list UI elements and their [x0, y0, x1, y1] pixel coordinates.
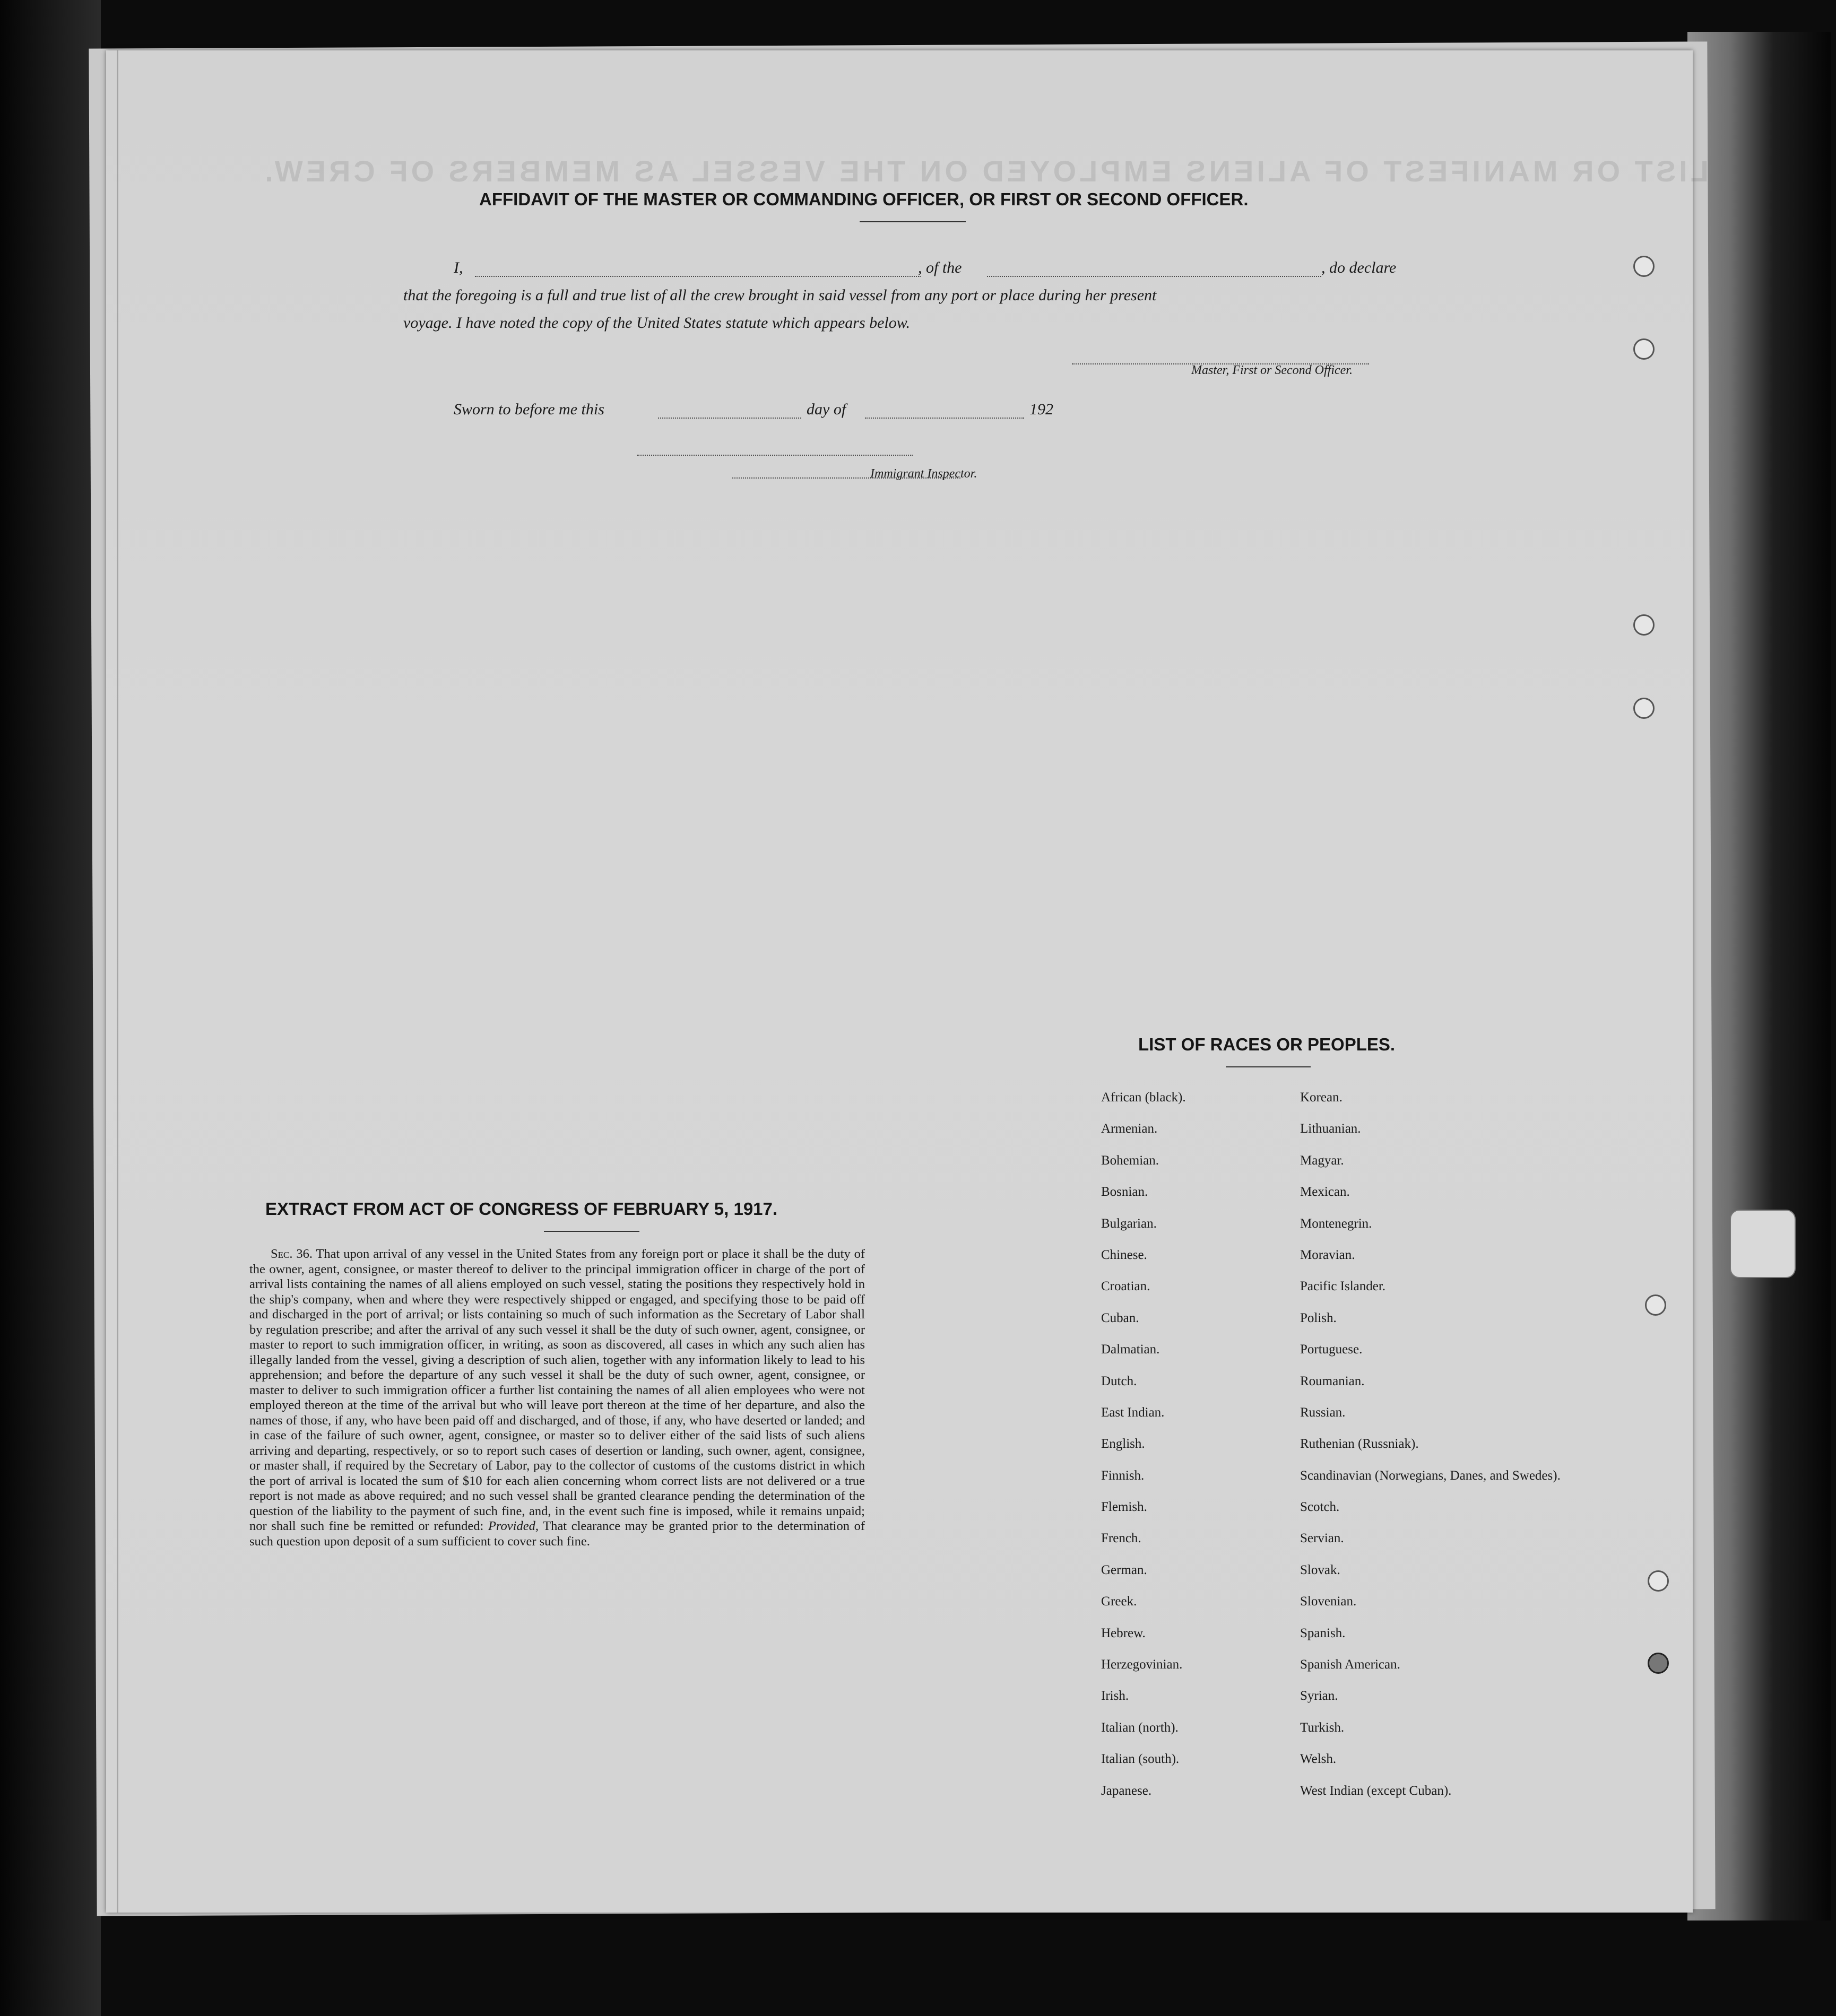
sworn-month-field[interactable]	[865, 418, 1024, 419]
race-item: German.	[1101, 1562, 1147, 1577]
officer-signature-label: Master, First or Second Officer.	[1191, 363, 1353, 377]
races-list	[1101, 1090, 1561, 1815]
race-item: Flemish.	[1101, 1500, 1147, 1515]
race-item: Ruthenian (Russniak).	[1300, 1437, 1419, 1452]
race-item: Irish.	[1101, 1689, 1129, 1704]
extract-sec-number: Sec. 36.	[271, 1247, 313, 1261]
race-item: Spanish.	[1300, 1626, 1346, 1640]
race-item: Croatian.	[1101, 1279, 1150, 1294]
race-item: Slovak.	[1300, 1562, 1340, 1577]
race-item: Spanish American.	[1300, 1657, 1400, 1672]
declarant-name-field[interactable]	[475, 276, 921, 277]
race-item: Bulgarian.	[1101, 1216, 1157, 1231]
race-item: Moravian.	[1300, 1247, 1355, 1262]
affidavit-line-3: voyage. I have noted the copy of the United States statute which appears below.	[403, 314, 911, 332]
race-item: Dalmatian.	[1101, 1342, 1160, 1357]
binder-hole	[1633, 338, 1655, 360]
race-item: Chinese.	[1101, 1247, 1147, 1262]
affidavit-title: AFFIDAVIT OF THE MASTER OR COMMANDING OFFICER, OR FIRST OR SECOND OFFICER.	[479, 189, 1249, 209]
vessel-name-field[interactable]	[987, 276, 1321, 277]
sworn-day-field[interactable]	[658, 418, 801, 419]
inspector-label: Immigrant Inspector.	[870, 467, 977, 481]
affidavit-title-rule	[860, 221, 966, 222]
extract-title: EXTRACT FROM ACT OF CONGRESS OF FEBRUARY 5, 1917.	[265, 1199, 778, 1219]
race-item: Italian (south).	[1101, 1752, 1180, 1767]
extract-body-text: That upon arrival of any vessel in the United States from any foreign port or place it shall be the duty of the owner, agent, consignee, or master thereof to deliver to the principal immigration officer in charge of the port of arrival lists containing the names of all aliens employed on such vessel, stating the positions they respectively hold in the ship's company, when and where they were respectively shipped or engaged, and specifying those to be paid off and discharged in the port of arrival; or lists containing so much of such information as the Secretary of Labor shall by regulation prescribe; and after the arrival of any such vessel it shall be the duty of such owner, agent, consignee, or master to report to such immigration officer, in writing, as soon as discovered, all cases in which any such alien has illegally landed from the vessel, giving a description of such alien, together with any information likely to lead to his apprehension; and before the departure of any such vessel it shall be the duty of such owner, agent, consignee, or master to deliver to such immigration officer a further list containing the names of all alien employees who were not employed thereon at the time of the arrival but who will leave port thereon at the time of her departure, and also the names of those, if any, who have been paid off and discharged, and of those, if any, who have deserted or landed; and in case of the failure of such owner, agent, consignee, or master so to deliver either of the said lists of such aliens arriving and departing, respectively, or so to report such cases of desertion or landing, such owner, agent, consignee, or master shall, if required by the Secretary of Labor, pay to the collector of customs of the customs district in which the port of arrival is located the sum of $10 for each alien concerning whom correct lists are not delivered or a true report is not made as above required; and no such vessel shall be granted clearance pending the determination of the question of the liability to the payment of such fine, and, in the event such fine is imposed, while it remains unpaid; nor shall such fine be remitted or refunded:	[249, 1247, 865, 1533]
binder-hole	[1633, 614, 1655, 636]
race-item: Korean.	[1300, 1090, 1343, 1105]
race-item: Mexican.	[1300, 1185, 1350, 1200]
races-title-rule	[1226, 1066, 1311, 1067]
race-item: Russian.	[1300, 1405, 1346, 1420]
sworn-year: 192	[1029, 401, 1053, 418]
race-item: Finnish.	[1101, 1468, 1145, 1483]
race-item: Italian (north).	[1101, 1720, 1179, 1735]
race-item: East Indian.	[1101, 1405, 1165, 1420]
race-item: French.	[1101, 1531, 1141, 1546]
extract-provided: Provided,	[488, 1519, 539, 1533]
race-item: Welsh.	[1300, 1752, 1337, 1767]
affidavit-line-2: that the foregoing is a full and true list of all the crew brought in said vessel from any port or place during her present	[403, 286, 1157, 304]
extract-title-rule	[544, 1231, 639, 1232]
race-item: Herzegovinian.	[1101, 1657, 1183, 1672]
race-item: West Indian (except Cuban).	[1300, 1783, 1452, 1798]
binder-hole	[1633, 698, 1655, 719]
extract-section-36	[249, 1247, 865, 1549]
race-item: Syrian.	[1300, 1689, 1338, 1704]
manifest-page	[106, 50, 1709, 1913]
affidavit-i-label: I,	[454, 259, 463, 276]
sworn-label: Sworn to before me this	[454, 401, 604, 418]
race-item: Japanese.	[1101, 1783, 1152, 1798]
race-item: Dutch.	[1101, 1374, 1137, 1388]
scan-background-left	[0, 0, 101, 2016]
race-item: Polish.	[1300, 1310, 1337, 1325]
race-item: Scotch.	[1300, 1500, 1340, 1515]
binder-hole	[1633, 256, 1655, 277]
torn-paper-tab	[1730, 1210, 1796, 1278]
binder-hole	[1645, 1294, 1666, 1316]
race-item: Portuguese.	[1300, 1342, 1363, 1357]
race-item: Magyar.	[1300, 1153, 1344, 1168]
race-item: Hebrew.	[1101, 1626, 1146, 1640]
sworn-day-of-label: day of	[807, 401, 846, 418]
affidavit-of-the: , of the	[918, 259, 962, 276]
race-item: Greek.	[1101, 1594, 1137, 1609]
race-item: Cuban.	[1101, 1310, 1139, 1325]
race-item: Servian.	[1300, 1531, 1344, 1546]
races-title: LIST OF RACES OR PEOPLES.	[1138, 1035, 1396, 1054]
race-item: Armenian.	[1101, 1122, 1158, 1136]
race-item: Turkish.	[1300, 1720, 1345, 1735]
race-item: Bohemian.	[1101, 1153, 1159, 1168]
race-item: Lithuanian.	[1300, 1122, 1361, 1136]
binder-hole	[1648, 1570, 1669, 1592]
race-item: African (black).	[1101, 1090, 1186, 1105]
affidavit-do-declare: , do declare	[1321, 259, 1397, 276]
race-item: Slovenian.	[1300, 1594, 1357, 1609]
race-item: English.	[1101, 1437, 1145, 1452]
inspector-signature-field[interactable]	[637, 455, 913, 456]
race-item: Pacific Islander.	[1300, 1279, 1386, 1294]
binder-hole	[1648, 1653, 1669, 1674]
race-item: Bosnian.	[1101, 1185, 1148, 1200]
extract-body-end: That clearance may be granted prior to the determination of such question upon deposit of a sum sufficient to cover such fine.	[249, 1519, 865, 1549]
race-item: Montenegrin.	[1300, 1216, 1372, 1231]
race-item: Roumanian.	[1300, 1374, 1365, 1388]
bleed-through-text: LIST OR MANIFEST OF ALIENS EMPLOYED ON THE VESSEL AS MEMBERS OF CREW.	[262, 154, 1709, 188]
race-item: Scandinavian (Norwegians, Danes, and Swedes).	[1300, 1468, 1561, 1483]
